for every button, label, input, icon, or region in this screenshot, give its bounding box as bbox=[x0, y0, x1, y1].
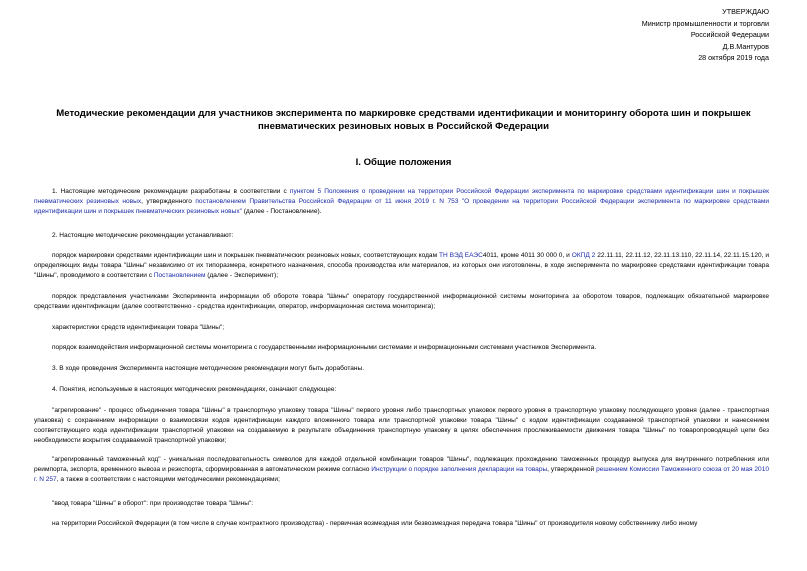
resolution-link[interactable]: Постановлением bbox=[153, 271, 206, 279]
paragraph-text: порядок маркировки средствами идентификации шин и покрышек пневматических резиновых новых, соответствующих кодам bbox=[52, 252, 439, 259]
paragraph-text: , утвержденного bbox=[141, 197, 196, 205]
resolution-link[interactable]: постановлением Правительства Российской Федерации от 11 июня 2019 г. N 753 "О проведении на территории Российской Федерации эксперимента по маркировке средствами идентификации шин и покрышек пневматических резиновых новых" bbox=[34, 197, 769, 215]
paragraph-text: , а также в соответствии с настоящими методическими рекомендациями; bbox=[56, 475, 280, 483]
declaration-instruction-link[interactable]: Инструкции о порядке заполнения декларации на товары bbox=[371, 465, 548, 473]
paragraph-6: порядок взаимодействия информационной системы мониторинга с государственными информационными системами и информационными системами участников Эксперимента. bbox=[52, 344, 597, 351]
regulation-link[interactable]: пунктом 5 Положения о проведении на территории Российской Федерации эксперимента по маркировке средствами идентификации шин и покрышек пневматических резиновых новых bbox=[34, 188, 770, 205]
paragraph-text: (далее - Постановление). bbox=[241, 207, 322, 215]
paragraph-10 bbox=[34, 455, 769, 485]
approval-signatory: Д.В.Мантуров bbox=[722, 41, 769, 51]
paragraph-text: (далее - Эксперимент); bbox=[205, 271, 279, 279]
customs-union-decision-link[interactable]: решением Комиссии Таможенного союза от 20 мая 2010 г. N 257 bbox=[34, 465, 769, 483]
tnved-link[interactable]: ТН ВЭД ЕАЭС bbox=[438, 252, 483, 259]
section-heading: I. Общие положения bbox=[355, 157, 452, 168]
paragraph-2: 2. Настоящие методические рекомендации устанавливают: bbox=[52, 232, 234, 239]
paragraph-1 bbox=[34, 187, 769, 217]
okpd-link[interactable]: ОКПД 2 bbox=[571, 252, 596, 259]
paragraph-11: "ввод товара "Шины" в оборот": при производстве товара "Шины": bbox=[52, 500, 254, 507]
approval-date: 28 октября 2019 года bbox=[698, 53, 769, 63]
paragraph-12: на территории Российской Федерации (в том числе в случае контрактного производства) - первичная возмездная или безвозмездная передача товара "Шины" от производителя новому собственнику либо иному bbox=[52, 520, 698, 527]
paragraph-text: 1. Настоящие методические рекомендации разработаны в соответствии с bbox=[52, 188, 290, 195]
approval-heading: УТВЕРЖДАЮ bbox=[722, 7, 769, 16]
paragraph-7: 3. В ходе проведения Эксперимента настоящие методические рекомендации могут быть доработаны. bbox=[52, 365, 365, 372]
document-title: Методические рекомендации для участников эксперимента по маркировке средствами идентификации и мониторингу оборота шин и покрышек пневматических резиновых новых в Российской Федерации bbox=[56, 108, 751, 132]
approval-block bbox=[642, 6, 769, 64]
paragraph-3 bbox=[34, 251, 769, 281]
paragraph-text: 4011, кроме 4011 30 000 0, и bbox=[482, 252, 572, 259]
paragraph-9: "агрегирование" - процесс объединения товара "Шины" в транспортную упаковку товара "Шины" первого уровня либо транспортных упаковок первого уровня в транспортную упаковку последующего уровня (далее - транспортная упаковка) с сохранением информации о взаимосвязи кодов идентификации каждого вложенного товара или транспортной упаковки товара "Шины" с кодом идентификации создаваемой транспортной упаковки и нанесением соответствующего кода идентификации транспортной упаковки на создаваемую в результате объединения транспортную упаковку в целях обеспечения прослеживаемости движения товара "Шины" по товаропроводящей цепи без необходимости вскрытия создаваемой транспортной упаковки; bbox=[34, 407, 769, 444]
paragraph-text: 22.11.11, 22.11.12, 22.11.13.110, 22.11.14, 22.11.15.120, и определяющих виды товара "Шины" независимо от их типоразмера, конкретного назначения, способа производства или материалов, из которых они изготовлены, в ходе эксперимента по маркировке средствами идентификации товара "Шины", проводимого в соответствии с bbox=[34, 252, 769, 279]
paragraph-4: порядок представления участниками Эксперимента информации об обороте товара "Шины" оператору государственной информационной системы мониторинга за оборотом товаров, подлежащих обязательной маркировке средствами идентификации (далее соответственно - средства идентификации, оператор, информационная система мониторинга); bbox=[34, 293, 769, 310]
paragraph-8: 4. Понятия, используемые в настоящих методических рекомендациях, означают следующее: bbox=[52, 386, 337, 393]
paragraph-text: "агрегированный таможенный код" - уникальная последовательность символов для каждой отдельной комбинации товаров "Шины", подлежащих прохождению таможенных процедур выпуска для внутреннего потребления или реимпорта, экспорта, временного вывоза и реэкспорта, сформированная в автоматическом режиме согласно bbox=[34, 456, 769, 473]
paragraph-text: , утвержденной bbox=[547, 465, 597, 473]
paragraph-5: характеристики средств идентификации товара "Шины"; bbox=[52, 324, 225, 331]
approval-country: Российской Федерации bbox=[690, 30, 769, 40]
approval-position: Министр промышленности и торговли bbox=[641, 18, 769, 28]
